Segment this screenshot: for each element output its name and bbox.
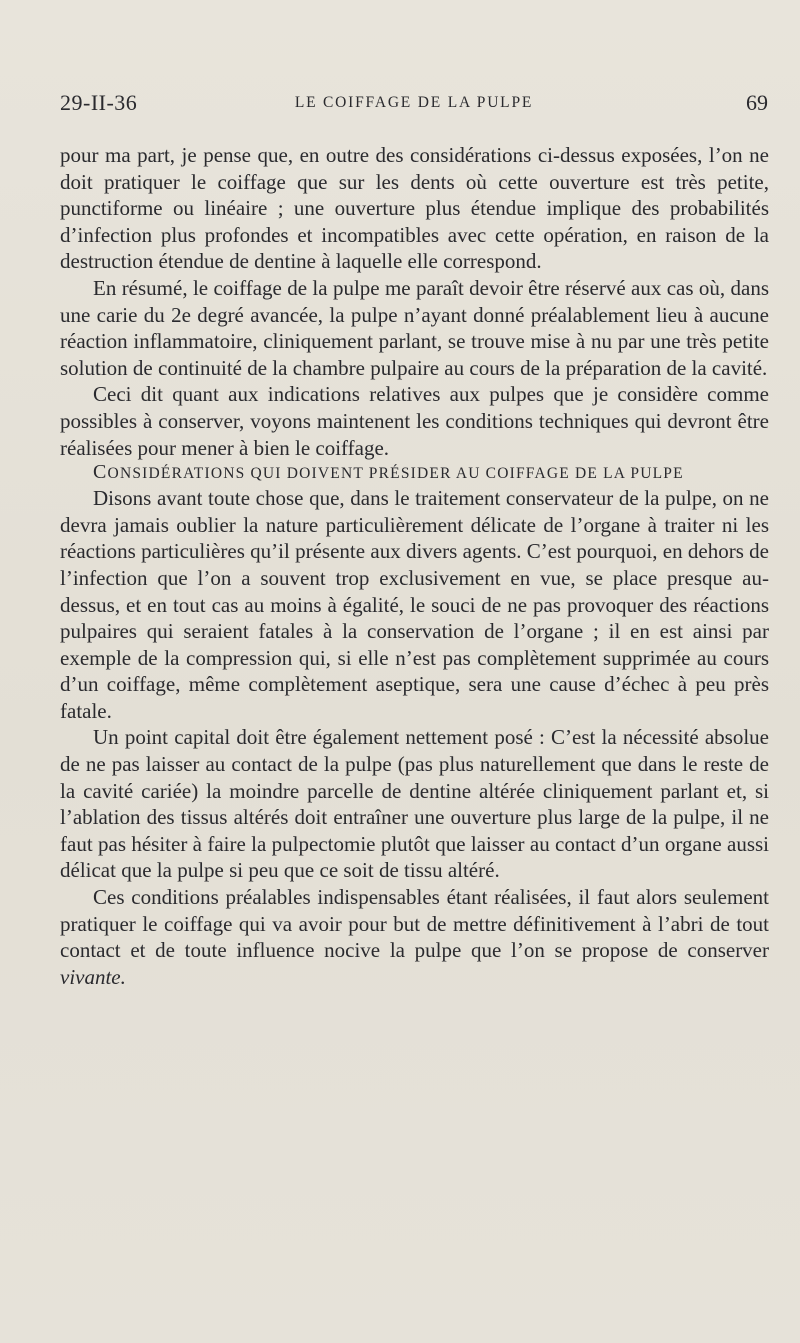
running-head [60, 90, 768, 120]
section-heading [60, 461, 769, 485]
paragraph-last [60, 884, 769, 990]
italic-emphasis: vivante. [60, 964, 126, 989]
header-title: LE COIFFAGE DE LA PULPE [294, 94, 534, 111]
body-text [60, 142, 769, 990]
section-heading-rest: ONSIDÉRATIONS QUI DOIVENT PRÉSIDER AU COIFFAGE DE LA PULPE [107, 465, 684, 483]
paragraph: En résumé, le coiffage de la pulpe me paraît devoir être réservé aux cas où, dans une carie du 2e degré avancée, la pulpe n’ayant donné préalablement lieu à aucune réaction inflammatoire, cliniquement parlant, se trouve mise à nu par une très petite solution de continuité de la chambre pulpaire au cours de la préparation de la cavité. [60, 275, 769, 380]
paragraph: pour ma part, je pense que, en outre des considérations ci-dessus exposées, l’on ne doit pratiquer le coiffage que sur les dents où cette ouverture est très petite, punctiforme ou linéaire ; une ouverture plus étendue implique des probabilités d’infection plus profondes et incompatibles avec cette opération, en raison de la destruction étendue de dentine à laquelle elle correspond. [60, 143, 769, 274]
page-number: 69 [746, 90, 768, 115]
paragraph: Ceci dit quant aux indications relatives aux pulpes que je considère comme possibles à conserver, voyons maintenent les conditions techniques qui devront être réalisées pour mener à bien le coiffage. [60, 382, 769, 460]
last-paragraph-text: Ces conditions préalables indispensables étant réalisées, il faut alors seulement pratiquer le coiffage qui va avoir pour but de mettre définitivement à l’abri de tout contact et de toute influence nocive la pulpe que l’on se propose de conserver [60, 885, 769, 963]
paragraph: Disons avant toute chose que, dans le traitement conservateur de la pulpe, on ne devra jamais oublier la nature particulièrement délicate de l’organe à traiter ni les réactions particulières qu’il présente aux divers agents. C’est pourquoi, en dehors de l’infection que l’on a souvent trop exclusivement en vue, se place presque au-dessus, et en tout cas au moins à égalité, le souci de ne pas provoquer des réactions pulpaires qui seraient fatales à la conservation de l’organe ; il en est ainsi par exemple de la compression qui, si elle n’est pas complètement supprimée au cours d’un coiffage, même complètement aseptique, sera une cause d’échec à peu près fatale. [60, 486, 769, 723]
paragraph: Un point capital doit être également nettement posé : C’est la nécessité absolue de ne pas laisser au contact de la pulpe (pas plus naturellement que dans le reste de la cavité cariée) la moindre parcelle de dentine altérée cliniquement parlant et, si l’ablation des tissus altérés doit entraîner une ouverture plus large de la pulpe, il ne faut pas hésiter à faire la pulpectomie plutôt que laisser au contact d’un organe aussi délicat que la pulpe si peu que ce soit de tissu altéré. [60, 725, 769, 883]
section-heading-initial: C [93, 461, 108, 484]
header-date: 29-II-36 [60, 90, 138, 115]
